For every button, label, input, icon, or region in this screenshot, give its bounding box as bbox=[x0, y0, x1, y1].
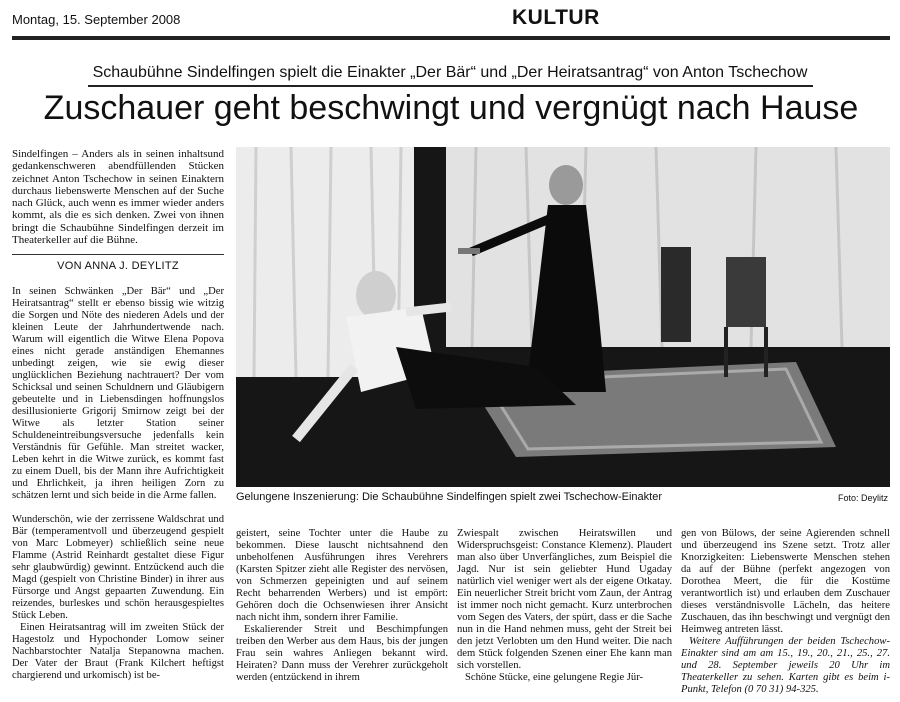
paragraph: Wunderschön, wie der zerrissene Waldschrat und Bär (temperamentvoll und überzeugend gespielt von Marc Lobmeyer) schließlich seine neue Flamme (Astrid Reinhardt gestaltet diese Figur sehr glaubwürdig) gewinnt. Entzückend auch die Magd (gespielt von Christine Binder) in ihrer aus Fürsorge und Angst gepaarten Zuwendung. Ein reizendes, burleskes und schön herausgespieltes Stück Leben. bbox=[12, 514, 224, 621]
lead-paragraph: Sindelfingen – Anders als in seinen inhaltsund gedankenschweren abendfüllenden Stücken zeichnet Anton Tschechow in seinen Einaktern durchaus liebenswerte Menschen auf der Suche nach Glück, auch wenn es immer wieder anders kommt, als die es sich denken. Zwei von ihnen bringt die Schaubühne Sindelfingen derzeit im Theaterkeller auf die Bühne. bbox=[12, 148, 224, 247]
paragraph: geistert, seine Tochter unter die Haube zu bekommen. Diese lauscht nichtsahnend den unbeholfenen Ausführungen ihres Verehrers (Karsten Spitzer zieht alle Register des nervösen, von Schmerzen gepeinigten und auf seinem Recht beharrenden Werbers) und ist empört: Gehören doch die Ochsenwiesen ihrer Ansicht nach nicht ihm, sondern ihrer Familie. bbox=[236, 528, 448, 623]
article-kicker: Schaubühne Sindelfingen spielt die Einakter „Der Bär“ und „Der Heiratsantrag“ von Anton Tschechow bbox=[92, 64, 808, 81]
photo-credit: Foto: Deylitz bbox=[838, 493, 889, 503]
body-column-1-continued bbox=[12, 514, 224, 682]
paragraph: Schöne Stücke, eine gelungene Regie Jür- bbox=[465, 672, 644, 683]
paragraph: Zwiespalt zwischen Heiratswillen und Widerspruchsgeist: Constance Klemenz). Plaudert man also über Unverfängliches, zum Beispiel die Jagd. Nur ist sein geliebter Hund Ugaday natürlich viel weniger wert als der eigene Otkatay. Ein neuerlicher Streit bricht vom Zaun, der Antrag ist immer noch nicht gemacht. Kurz unterbrochen vom Segen des Vaters, der spürt, dass er die Sache nun in die Hand nehmen muss, geht der Streit bei den jetzt Verlobten um den Hund weiter. Die nach dem Stück folgenden Szenen einer Ehe kann man sich vorstellen. bbox=[457, 528, 672, 671]
paragraph: In seinen Schwänken „Der Bär“ und „Der Heiratsantrag“ stellt er ebenso bissig wie witzig die Sorgen und Nöte des niederen Adels und der kleinen Leute der Jahrhundertwende nach. Warum will eigentlich die Witwe Elena Popova eines nicht gerade anständigen Ehemannes unbedingt zeigen, wie sie ewig dieser unglücklichen Beziehung nachtrauert? Der vom Schicksal und seinen Schuldnern und Gläubigern gebeutelte und in Liebensdingen hoffnungslos desillusionierte Grigorij Smirnow zeigt bei der Witwe als letzter Station seiner Schuldeneintreibungsversuche jedenfalls kein Verständnis für Gefühle. Man streitet wacker, Leben kehrt in die Witwe zurück, es kommt fast zu einem Duell, bis der Mann ihre Aufrichtigkeit und Ehrlichkeit, ja ihren heiligen Zorn zu schätzen lernt und sich beide in die Arme fallen. bbox=[12, 286, 224, 501]
header-rule bbox=[12, 36, 890, 40]
stage-photo bbox=[236, 147, 890, 487]
body-column-4 bbox=[681, 528, 890, 696]
paragraph: Einen Heiratsantrag will im zweiten Stück der Hagestolz und Hypochonder Lomow seiner Nachbarstochter Natalja Stepanowna machen. Der Vater der Braut (Frank Kilchert heftigst chargierend und urkomisch) ist be- bbox=[12, 622, 224, 681]
stage-photo-image bbox=[236, 147, 890, 487]
byline-rule bbox=[12, 254, 224, 255]
issue-date: Montag, 15. September 2008 bbox=[12, 12, 181, 27]
performance-info: Weitere Aufführungen der beiden Tschechow-Einakter sind am am 15., 19., 20., 21., 25., 27. und 28. September jeweils 20 Uhr im Theaterkeller zu sehen. Karten gibt es beim i-Punkt, Telefon (0 70 31) 94-325. bbox=[681, 636, 890, 695]
paragraph: Eskalierender Streit und Beschimpfungen treiben den Werber aus dem Haus, bis der jungen Frau sein wahres Anliegen bekannt wird. Heiraten? Dann muss der Verehrer zurückgeholt werden (entzückend in ihrem bbox=[236, 624, 448, 683]
article-headline: Zuschauer geht beschwingt und vergnügt nach Hause bbox=[43, 89, 859, 127]
article-byline: VON ANNA J. DEYLITZ bbox=[57, 260, 179, 272]
body-column-3 bbox=[457, 528, 672, 684]
paragraph: gen von Bülows, der seine Agierenden schnell und überzeugend ins Szene setzt. Trotz aller Knorzigkeiten: Liebenswerte Menschen stehen da auf der Bühne (perfekt angezogen von Dorothea Meert, die für die Kostüme verantwortlich ist) und erlauben dem Zuschauer dieses verständnisvolle Lächeln, das heitere Zuschauen, das ihn beschwingt und vergnügt den Heimweg antreten lässt. bbox=[681, 528, 890, 635]
section-title: KULTUR bbox=[512, 6, 600, 29]
photo-caption: Gelungene Inszenierung: Die Schaubühne Sindelfingen spielt zwei Tschechow-Einakter bbox=[236, 491, 663, 503]
body-column-2 bbox=[236, 528, 448, 684]
article-lead bbox=[12, 148, 224, 246]
body-column-1 bbox=[12, 286, 224, 502]
